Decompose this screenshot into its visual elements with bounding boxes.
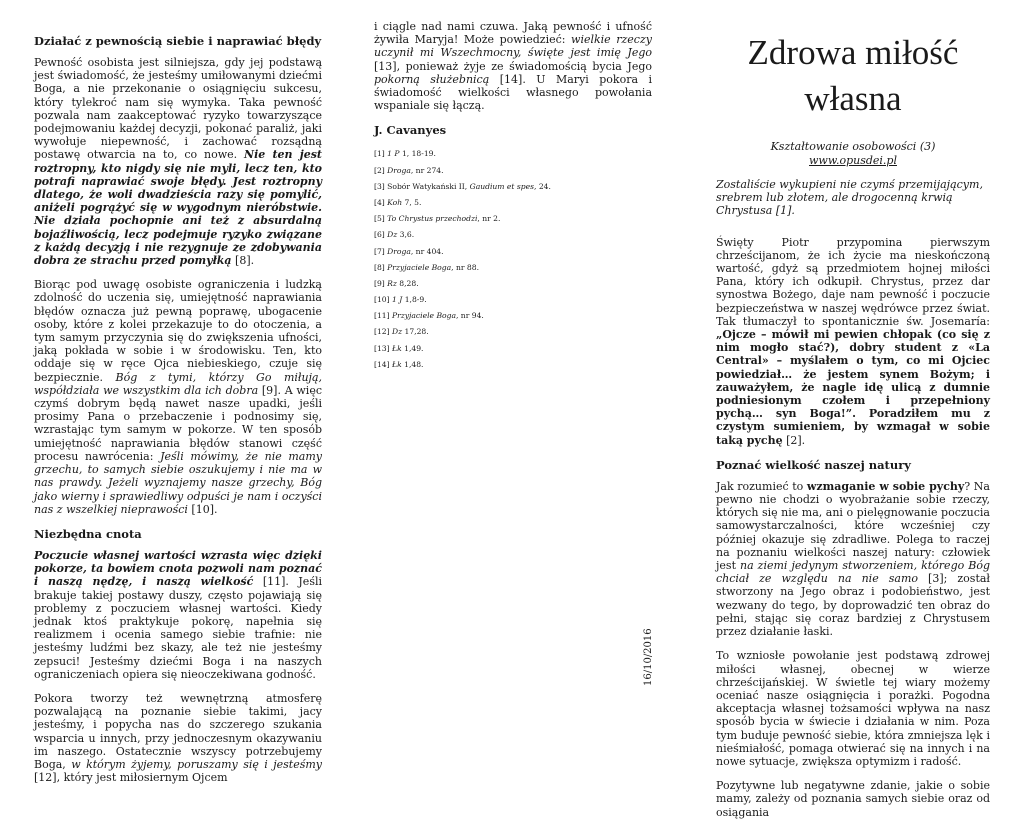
footnote: [14] Łk 1,48.	[374, 359, 424, 369]
footnote: [8] Przyjaciele Boga, nr 88.	[374, 262, 479, 272]
series-subtitle: Kształtowanie osobowości (3)	[770, 140, 936, 153]
footnote: [3] Sobór Watykański II, Gaudium et spes, 24.	[374, 181, 551, 191]
left-column	[34, 34, 323, 785]
website-link[interactable]: www.opusdei.pl	[809, 154, 897, 167]
opening-quote: Zostaliście wykupieni nie czymś przemijającym, srebrem lub złotem, ale drogocenną krwią Chrystusa [1].	[716, 178, 983, 218]
section-heading-confidence: Działać z pewnością siebie i naprawiać błędy	[34, 34, 322, 48]
footnote: [10] 1 J 1,8-9.	[374, 295, 427, 305]
paragraph: Pewność osobista jest silniejsza, gdy jej podstawą jest świadomość, że jesteśmy umiłowanymi dziećmi Boga, a nie przekonanie o osiągnięciu sukcesu, który tylekroć nam się wymyka. Taka pewność pozwala nam zaakceptować ryzyko towarzyszące podejmowaniu każdej decyzji, pokonać paraliż, jaki wywołuje niepewność, i zachować rozsądną postawę otwarcia na to, co nowe. Nie ten jest roztropny, kto nigdy się nie myli, lecz ten, kto potrafi naprawiać swoje błędy. Jest roztropny dlatego, że woli dwadzieścia razy się pomylić, aniżeli pogrążyć się w wygodnym nieróbstwie. Nie działa pochopnie ani też z absurdalną bojaźliwością, lecz podejmuje ryzyko związane z każdą decyzją i nie rezygnuje ze zdobywania dobra ze strachu przed pomyłką [8].	[34, 56, 322, 268]
footnote: [1] 1 P 1, 18-19.	[374, 149, 436, 159]
footnote: [9] Rz 8,28.	[374, 278, 419, 288]
paragraph: i ciągle nad nami czuwa. Jaką pewność i ufność żywiła Maryja! Może powiedzieć: wielkie rzeczy uczynił mi Wszechmocny, święte jest imię Jego [13], ponieważ żyje ze świadomością bycia Jego pokorną służebnicą [14]. U Maryi pokora i świadomość wielkości własnego powołania wspaniale się łączą.	[374, 20, 652, 113]
paragraph: Pokora tworzy też wewnętrzną atmosferę pozwalającą na poznanie siebie takimi, jacy jesteśmy, i popycha nas do szczerego szukania wsparcia u innych, przy jednoczesnym okazywaniu im naszego. Ostatecznie wszyscy potrzebujemy Boga, w którym żyjemy, poruszamy się i jesteśmy [12], który jest miłosiernym Ojcem	[34, 691, 322, 785]
paragraph: Pozytywne lub negatywne zdanie, jakie o sobie mamy, zależy od poznania samych siebie oraz od osiągania	[716, 779, 990, 819]
paragraph: Jak rozumieć to wzmaganie w sobie pychy? Na pewno nie chodzi o wyobrażanie sobie rzeczy, których się nie ma, ani o pielęgnowanie poczucia samowystarczalności, które wcześniej czy później okazuje się zdradliwe. Polega to raczej na poznaniu wielkości naszej natury: człowiek jest na ziemi jedynym stworzeniem, którego Bóg chciał ze względu na nie samo [3]; został stworzony na Jego obraz i podobieństwo, jest wezwany do tego, by doprowadzić ten obraz do pełni, stając się coraz bardziej z Chrystusem przez działanie łaski.	[716, 479, 990, 639]
footnote: [4] Koh 7, 5.	[374, 197, 422, 207]
paragraph: Poczucie własnej wartości wzrasta więc dzięki pokorze, ta bowiem cnota pozwoli nam poznać i naszą nędzę, i naszą wielkość [11]. Jeśli brakuje takiej postawy duszy, często pojawiają się problemy z poczuciem własnej wartości. Kiedy jednak ktoś praktykuje pokorę, napełnia się realizmem i ocenia samego siebie trafnie: nie jesteśmy ludźmi bez skazy, ale też nie jesteśmy zepsuci! Jesteśmy dziećmi Boga i na naszych ograniczeniach opiera się nieoczekiwana godność.	[34, 548, 322, 681]
footnote: [12] Dz 17,28.	[374, 327, 429, 337]
footnote: [11] Przyjaciele Boga, nr 94.	[374, 311, 484, 321]
middle-column	[374, 20, 652, 745]
section-heading-virtue: Niezbędna cnota	[34, 526, 142, 541]
paragraph: Święty Piotr przypomina pierwszym chrześcijanom, że ich życie ma nieskończoną wartość, gdyż są przedmiotem hojnej miłości Pana, który ich odkupił. Chrystus, przez dar synostwa Bożego, daje nam pewność i poczucie bezpieczeństwa w naszej wędrówce przez świat. Tak tłumaczył to spontanicznie św. Josemaría: „Ojcze – mówił mi pewien chłopak (co się z nim mogło stać?), dobry student z «La Central» – myślałem o tym, co mi Ojciec powiedział… że jestem synem Bożym; i zauważyłem, że nagle idę ulicą z dumnie podniesionym czołem i przepełniony pychą… syn Boga!”. Poradziłem mu z czystym sumieniem, by wzmagał w sobie taką pychę [2].	[716, 235, 990, 447]
page-title: Zdrowa miłość własna	[747, 33, 959, 118]
right-column	[716, 30, 990, 819]
footnote: [2] Droga, nr 274.	[374, 165, 444, 175]
publication-date: 16/10/2016	[643, 628, 654, 686]
author-signature: J. Cavanyes	[374, 123, 447, 138]
footnote: [13] Łk 1,49.	[374, 343, 424, 353]
section-heading-nature: Poznać wielkość naszej natury	[716, 457, 911, 472]
paragraph: To wzniosłe powołanie jest podstawą zdrowej miłości własnej, obecnej w wierze chrześcijańskiej. W świetle tej wiary możemy oceniać nasze osiągnięcia i porażki. Pogodna akceptacja własnej tożsamości wpływa na nasz sposób bycia w świecie i działania w nim. Poza tym buduje pewność siebie, która zmniejsza lęk i nieśmiałość, pomaga otwierać się na innych i na nowe sytuacje, zwiększa optymizm i radość.	[716, 649, 990, 768]
paragraph: Biorąc pod uwagę osobiste ograniczenia i ludzką zdolność do uczenia się, umiejętność naprawiania błędów oznacza już pewną poprawę, ubogacenie osoby, które z kolei przekazuje to do otoczenia, a tym samym przyczynia się do zwiększenia ufności, jaką pokłada w sobie i w środowisku. Ten, kto oddaje się w ręce Ojca niebieskiego, czuje się bezpiecznie. Bóg z tymi, którzy Go miłują, współdziała we wszystkim dla ich dobra [9]. A więc czymś dobrym będą nawet nasze upadki, jeśli prosimy Pana o przebaczenie i podnosimy się, wzrastając tym samym w pokorze. W ten sposób umiejętność naprawiania błędów stanowi część procesu nawrócenia: Jeśli mówimy, że nie mamy grzechu, to samych siebie oszukujemy i nie ma w nas prawdy. Jeżeli wyznajemy nasze grzechy, Bóg jako wierny i sprawiedliwy odpuści je nam i oczyści nas z wszelkiej nieprawości [10].	[34, 278, 323, 516]
footnote: [5] To Chrystus przechodzi, nr 2.	[374, 214, 501, 224]
footnote: [7] Droga, nr 404.	[374, 246, 444, 256]
footnote: [6] Dz 3,6.	[374, 230, 415, 240]
footnotes-list	[374, 149, 652, 368]
